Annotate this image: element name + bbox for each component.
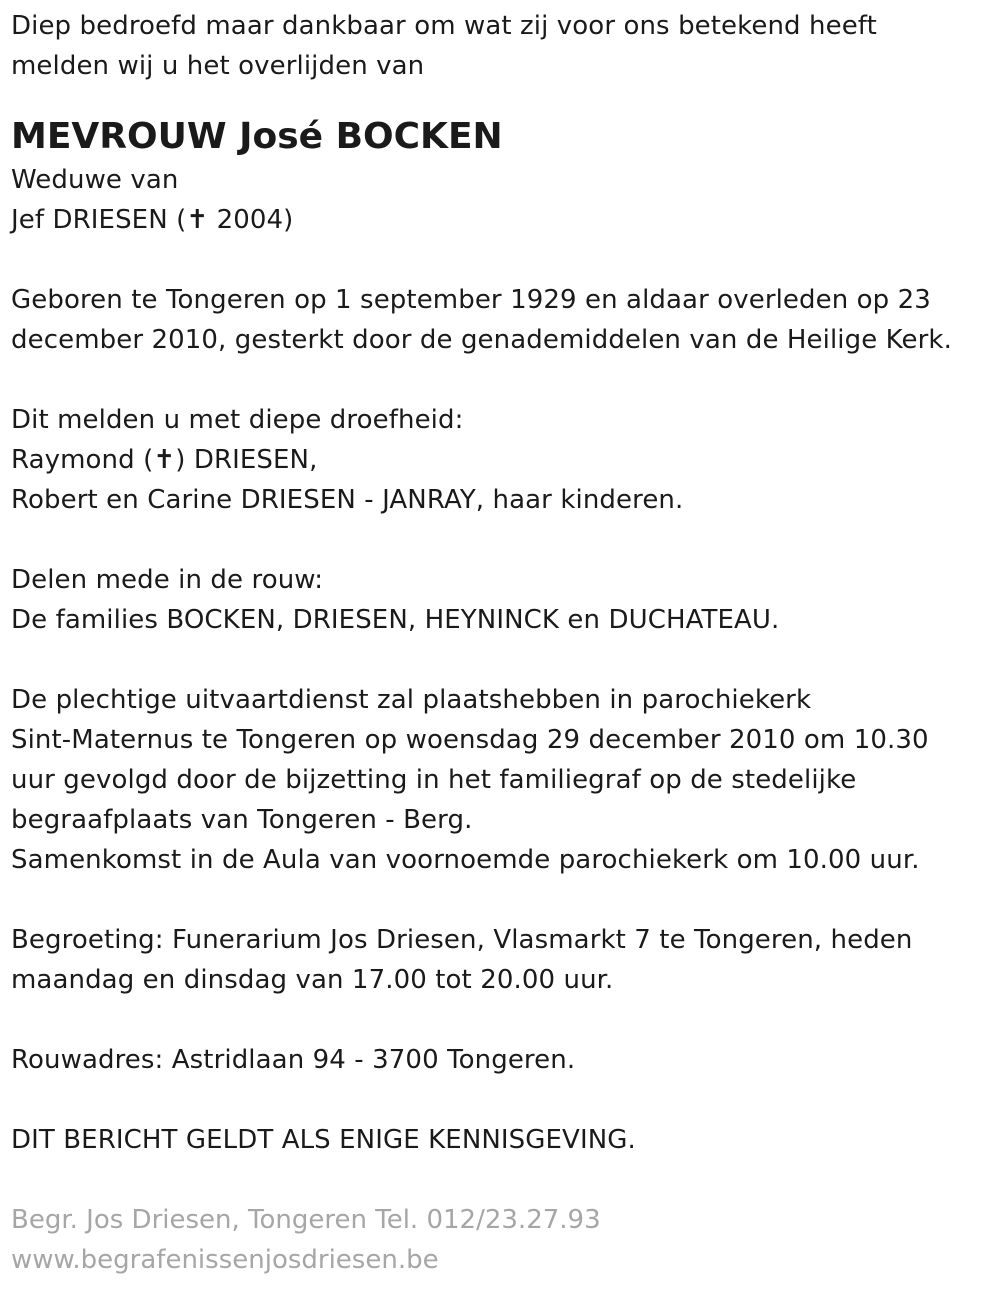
undertaker-info: Begr. Jos Driesen, Tongeren Tel. 012/23.27.93 xyxy=(11,1205,601,1235)
intro-line: Diep bedroefd maar dankbaar om wat zij voor ons betekend heeft xyxy=(11,11,877,41)
funeral-line: begraafplaats van Tongeren - Berg. xyxy=(11,805,473,835)
spouse-name: Jef DRIESEN (✝ 2004) xyxy=(11,205,294,235)
announcers-line: Dit melden u met diepe droefheid: xyxy=(11,405,464,435)
birth-death-line: december 2010, gesterkt door de genademiddelen van de Heilige Kerk. xyxy=(11,325,952,355)
obituary-notice xyxy=(11,6,986,1280)
visitation-line: maandag en dinsdag van 17.00 tot 20.00 uur. xyxy=(11,965,614,995)
spouse-section xyxy=(11,160,986,240)
birth-death-line: Geboren te Tongeren op 1 september 1929 en aldaar overleden op 23 xyxy=(11,285,931,315)
funeral-line: De plechtige uitvaartdienst zal plaatshebben in parochiekerk xyxy=(11,685,812,715)
intro-line: melden wij u het overlijden van xyxy=(11,51,425,81)
mourners-line: De families BOCKEN, DRIESEN, HEYNINCK en DUCHATEAU. xyxy=(11,605,780,635)
notice-statement: DIT BERICHT GELDT ALS ENIGE KENNISGEVING. xyxy=(11,1125,636,1155)
widow-of-label: Weduwe van xyxy=(11,165,179,195)
intro-section xyxy=(11,6,986,86)
funeral-section xyxy=(11,680,986,880)
mourners-section xyxy=(11,560,986,640)
announcers-line: Robert en Carine DRIESEN - JANRAY, haar kinderen. xyxy=(11,485,684,515)
visitation-line: Begroeting: Funerarium Jos Driesen, Vlasmarkt 7 te Tongeren, heden xyxy=(11,925,913,955)
funeral-line: Samenkomst in de Aula van voornoemde parochiekerk om 10.00 uur. xyxy=(11,845,920,875)
website-link[interactable]: www.begrafenissenjosdriesen.be xyxy=(11,1245,439,1275)
mourners-line: Delen mede in de rouw: xyxy=(11,565,324,595)
visitation-section xyxy=(11,920,986,1000)
deceased-name: MEVROUW José BOCKEN xyxy=(11,116,503,157)
funeral-line: uur gevolgd door de bijzetting in het familiegraf op de stedelijke xyxy=(11,765,857,795)
footer xyxy=(11,1200,986,1280)
funeral-line: Sint-Maternus te Tongeren op woensdag 29 december 2010 om 10.30 xyxy=(11,725,929,755)
mourning-address: Rouwadres: Astridlaan 94 - 3700 Tongeren. xyxy=(11,1045,576,1075)
announcers-section xyxy=(11,400,986,520)
birth-death-section xyxy=(11,280,986,360)
announcers-line: Raymond (✝) DRIESEN, xyxy=(11,445,318,475)
